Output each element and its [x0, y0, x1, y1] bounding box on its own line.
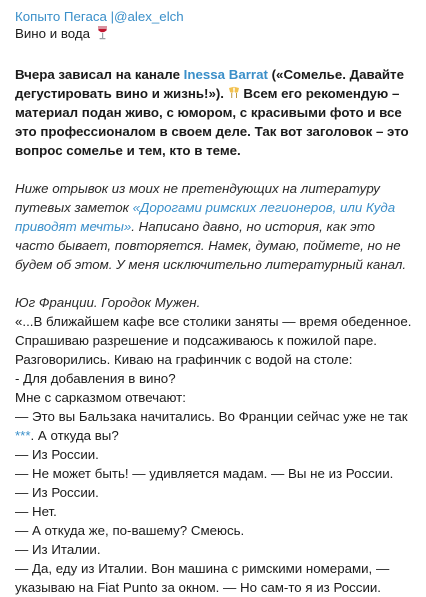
story-line: — Из России. — [15, 447, 99, 462]
story-line: — Это вы Бальзака начитались. Во Франции сейчас уже не так — [15, 409, 408, 424]
story-line: — Из Италии. — [15, 542, 101, 557]
story-line: Разговорились. Киваю на графинчик с водой на столе: — [15, 352, 353, 367]
story-line-rest: . А откуда вы? — [30, 428, 119, 443]
story-line: — Нет. — [15, 504, 57, 519]
intro-paragraph — [15, 65, 416, 160]
story-line: «...В ближайшем кафе все столики заняты — время обеденное. — [15, 314, 412, 329]
story-line: Спрашиваю разрешение и подсаживаюсь к пожилой паре. — [15, 333, 378, 348]
story-block — [15, 312, 416, 597]
note-paragraph — [15, 179, 416, 274]
intro-text-2: («Сомелье. Давайте дегустировать вино и жизнь!»). — [15, 67, 404, 101]
note-text-2: . Написано давно, но история, как это часто бывает, повторяется. Намек, думаю, поймете, но не будем об этом. У меня исключительно литературный канал. — [15, 219, 407, 272]
story-line: — Из России. — [15, 485, 99, 500]
travel-notes-link[interactable]: «Дорогами римских легионеров, или Куда приводят мечты» — [15, 200, 396, 234]
story-line: — Да, еду из Италии. Вон машина с римскими номерами, — — [15, 561, 390, 576]
post-title — [15, 25, 416, 43]
wine-glass-icon — [96, 25, 109, 40]
story-line: Мне с сарказмом отвечают: — [15, 390, 186, 405]
story-line: — А откуда же, по-вашему? Смеюсь. — [15, 523, 245, 538]
place-line: Юг Франции. Городок Мужен. — [15, 295, 201, 310]
intro-text-3: Всем его рекомендую – материал подан живо, с юмором, с красивыми фото и все это профессионалом в своем деле. Так вот заголовок – это вопрос сомелье и тем, кто в теме. — [15, 86, 409, 158]
story-line: указываю на Fiat Punto за окном. — Но сам-то я из России. — [15, 580, 382, 595]
story-line: - Для добавления в вино? — [15, 371, 176, 386]
channel-name[interactable]: Копыто Пегаса |@alex_elch — [15, 9, 184, 24]
clinking-glasses-icon — [228, 86, 240, 100]
inessa-barrat-link[interactable]: Inessa Barrat — [183, 67, 268, 82]
intro-text-1: Вчера зависал на канале — [15, 67, 184, 82]
post-title-text: Вино и вода — [15, 26, 91, 41]
story-link[interactable]: *** — [15, 428, 31, 443]
spacer — [15, 160, 416, 179]
spacer — [15, 274, 416, 293]
story-line: — Не может быть! — удивляется мадам. — Вы не из России. — [15, 466, 394, 481]
story-line — [15, 426, 416, 445]
note-text-1: Ниже отрывок из моих не претендующих на литературу путевых заметок — [15, 181, 380, 215]
